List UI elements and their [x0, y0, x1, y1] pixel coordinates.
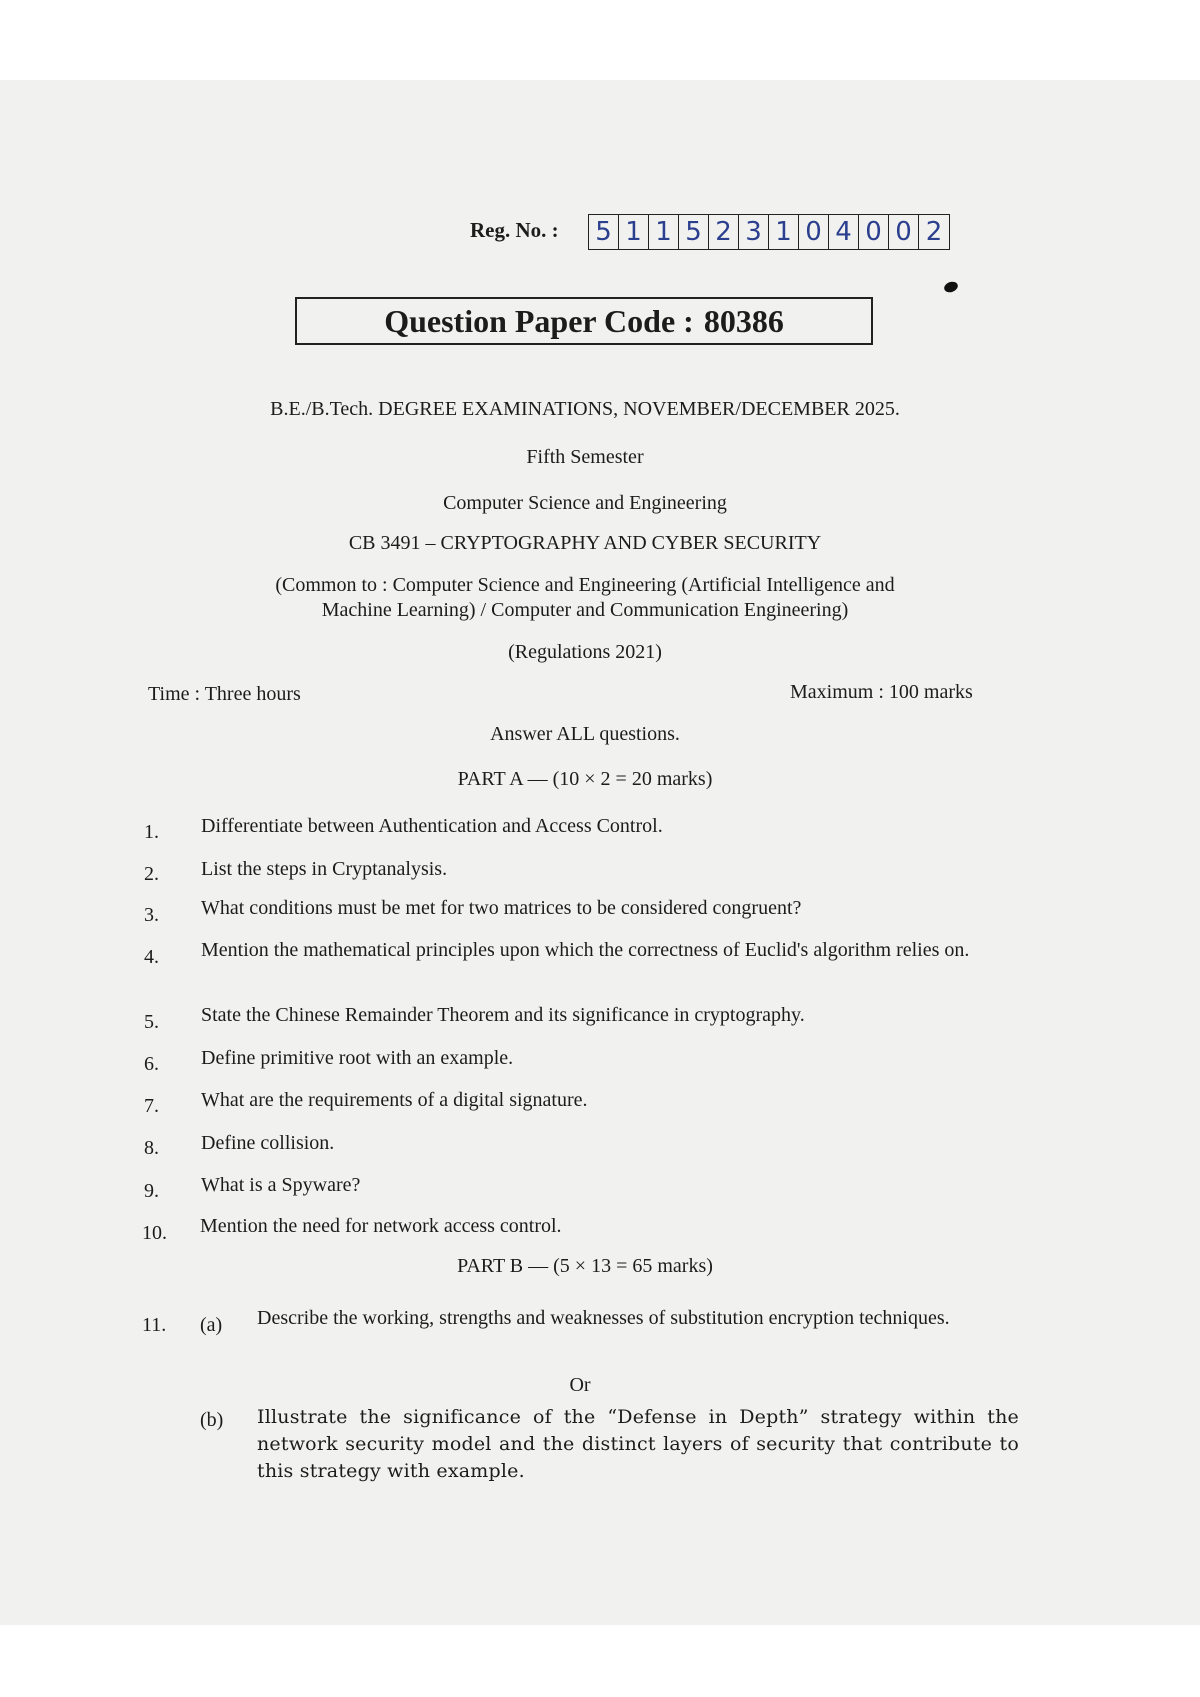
reg-digit: 1: [619, 215, 649, 249]
question-text: What is a Spyware?: [201, 1174, 361, 1196]
question-text: What are the requirements of a digital signature.: [201, 1089, 588, 1111]
reg-digit: 0: [859, 215, 889, 249]
option-label: (a): [200, 1314, 223, 1336]
reg-no-label: Reg. No. :: [470, 218, 559, 242]
part-b-title: PART B — (5 × 13 = 65 marks): [457, 1255, 713, 1277]
question-number: 2.: [144, 863, 159, 885]
course-title: CB 3491 – CRYPTOGRAPHY AND CYBER SECURITY: [348, 532, 822, 554]
question-number: 3.: [144, 904, 159, 926]
reg-digit: 3: [739, 215, 769, 249]
question-text: Illustrate the significance of the “Defense in Depth” strategy within the network security model and the distinct layers of security that contribute to this strategy with example.: [257, 1406, 1019, 1482]
reg-digit: 1: [769, 215, 799, 249]
question-paper-code-label: Question Paper Code :: [384, 302, 694, 339]
part-a-title: PART A — (10 × 2 = 20 marks): [457, 768, 713, 790]
question-text: Define primitive root with an example.: [201, 1047, 514, 1069]
reg-digit: 2: [709, 215, 739, 249]
question-text: Mention the mathematical principles upon which the correctness of Euclid's algorithm relies on.: [201, 939, 970, 961]
question-text: Differentiate between Authentication and Access Control.: [201, 815, 663, 837]
question-number: 6.: [144, 1053, 159, 1075]
reg-digit: 1: [649, 215, 679, 249]
question-number: 4.: [144, 946, 159, 968]
question-paper-code-box: [295, 297, 873, 345]
question-number: 9.: [144, 1180, 159, 1202]
exam-title: B.E./B.Tech. DEGREE EXAMINATIONS, NOVEMBER/DECEMBER 2025.: [270, 398, 900, 420]
instruction: Answer ALL questions.: [490, 723, 680, 745]
question-text: Describe the working, strengths and weaknesses of substitution encryption techniques.: [257, 1307, 950, 1329]
question-text: What conditions must be met for two matrices to be considered congruent?: [201, 897, 802, 919]
common-to-line-2: Machine Learning) / Computer and Communication Engineering): [321, 599, 849, 621]
reg-no-boxes: [588, 214, 950, 250]
semester: Fifth Semester: [526, 446, 644, 468]
question-text: State the Chinese Remainder Theorem and its significance in cryptography.: [201, 1004, 805, 1026]
option-label: (b): [200, 1409, 224, 1431]
question-text: Define collision.: [201, 1132, 335, 1154]
exam-duration: Time : Three hours: [148, 683, 301, 705]
common-to-line-1: (Common to : Computer Science and Engineering (Artificial Intelligence and: [275, 574, 895, 596]
question-number: 5.: [144, 1011, 159, 1033]
regulations: (Regulations 2021): [508, 641, 662, 663]
question-text: List the steps in Cryptanalysis.: [201, 858, 448, 880]
question-number: 10.: [142, 1222, 167, 1244]
reg-digit: 2: [925, 217, 943, 247]
maximum-marks: Maximum : 100 marks: [790, 681, 973, 703]
reg-digit: 5: [589, 215, 619, 249]
reg-digit: 5: [679, 215, 709, 249]
reg-digit: 0: [889, 215, 919, 249]
department: Computer Science and Engineering: [443, 492, 727, 514]
question-number: 11.: [142, 1314, 167, 1336]
question-number: 1.: [144, 821, 159, 843]
question-text: Mention the need for network access control.: [200, 1215, 562, 1237]
reg-digit: 4: [829, 215, 859, 249]
question-paper-code-number: 80386: [703, 302, 784, 339]
reg-digit: 0: [799, 215, 829, 249]
or-separator: Or: [569, 1374, 591, 1396]
question-number: 8.: [144, 1137, 159, 1159]
question-number: 7.: [144, 1095, 159, 1117]
